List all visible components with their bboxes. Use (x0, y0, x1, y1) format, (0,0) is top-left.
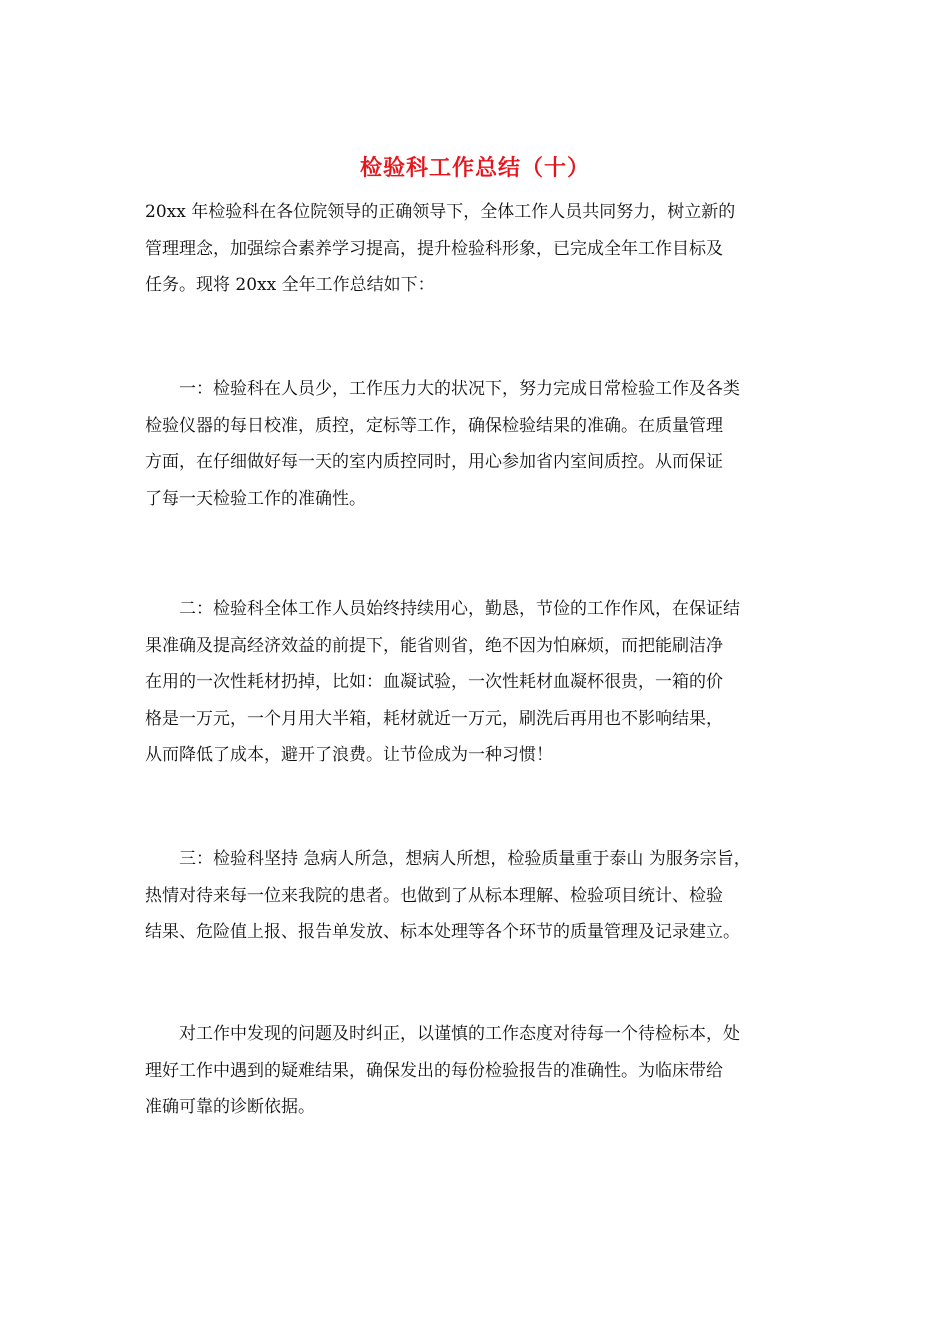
text-line: 理好工作中遇到的疑难结果，确保发出的每份检验报告的准确性。为临床带给 (145, 1060, 723, 1081)
text-line: 在用的一次性耗材扔掉，比如：血凝试验，一次性耗材血凝杯很贵，一箱的价 (145, 672, 723, 692)
section-three-paragraph (145, 841, 815, 951)
text-line: 检验仪器的每日校准，质控，定标等工作，确保检验结果的准确。在质量管理 (145, 415, 723, 436)
text-line: 二：检验科全体工作人员始终持续用心，勤恳，节俭的工作作风，在保证结 (179, 599, 740, 619)
text-line: 一：检验科在人员少，工作压力大的状况下，努力完成日常检验工作及各类 (179, 379, 740, 399)
text-line: 三：检验科坚持 急病人所急，想病人所想，检验质量重于泰山 为服务宗旨， (179, 849, 751, 869)
section-four-paragraph (145, 1016, 815, 1126)
text-line: 了每一天检验工作的准确性。 (145, 488, 366, 509)
text-line: 格是一万元，一个月用大半箱，耗材就近一万元，刷洗后再用也不影响结果， (145, 708, 723, 729)
intro-paragraph (145, 194, 815, 304)
document-title: 检验科工作总结（十） (359, 155, 590, 181)
text-line: 准确可靠的诊断依据。 (145, 1097, 315, 1117)
text-line: 对工作中发现的问题及时纠正，以谨慎的工作态度对待每一个待检标本，处 (179, 1024, 740, 1044)
text-line: 20xx 年检验科在各位院领导的正确领导下，全体工作人员共同努力，树立新的 (145, 202, 736, 222)
text-line: 方面，在仔细做好每一天的室内质控同时，用心参加省内室间质控。从而保证 (145, 452, 723, 472)
text-line: 任务。现将 20xx 全年工作总结如下： (145, 275, 435, 295)
text-line: 结果、危险值上报、报告单发放、标本处理等各个环节的质量管理及记录建立。 (145, 922, 740, 942)
section-two-paragraph (145, 591, 815, 774)
text-line: 热情对待来每一位来我院的患者。也做到了从标本理解、检验项目统计、检验 (145, 885, 723, 906)
section-one-paragraph (145, 371, 815, 517)
text-line: 从而降低了成本，避开了浪费。让节俭成为一种习惯！ (145, 745, 553, 765)
text-line: 管理理念，加强综合素养学习提高，提升检验科形象，已完成全年工作目标及 (145, 238, 723, 259)
text-line: 果准确及提高经济效益的前提下，能省则省，绝不因为怕麻烦，而把能刷洁净 (145, 635, 723, 656)
